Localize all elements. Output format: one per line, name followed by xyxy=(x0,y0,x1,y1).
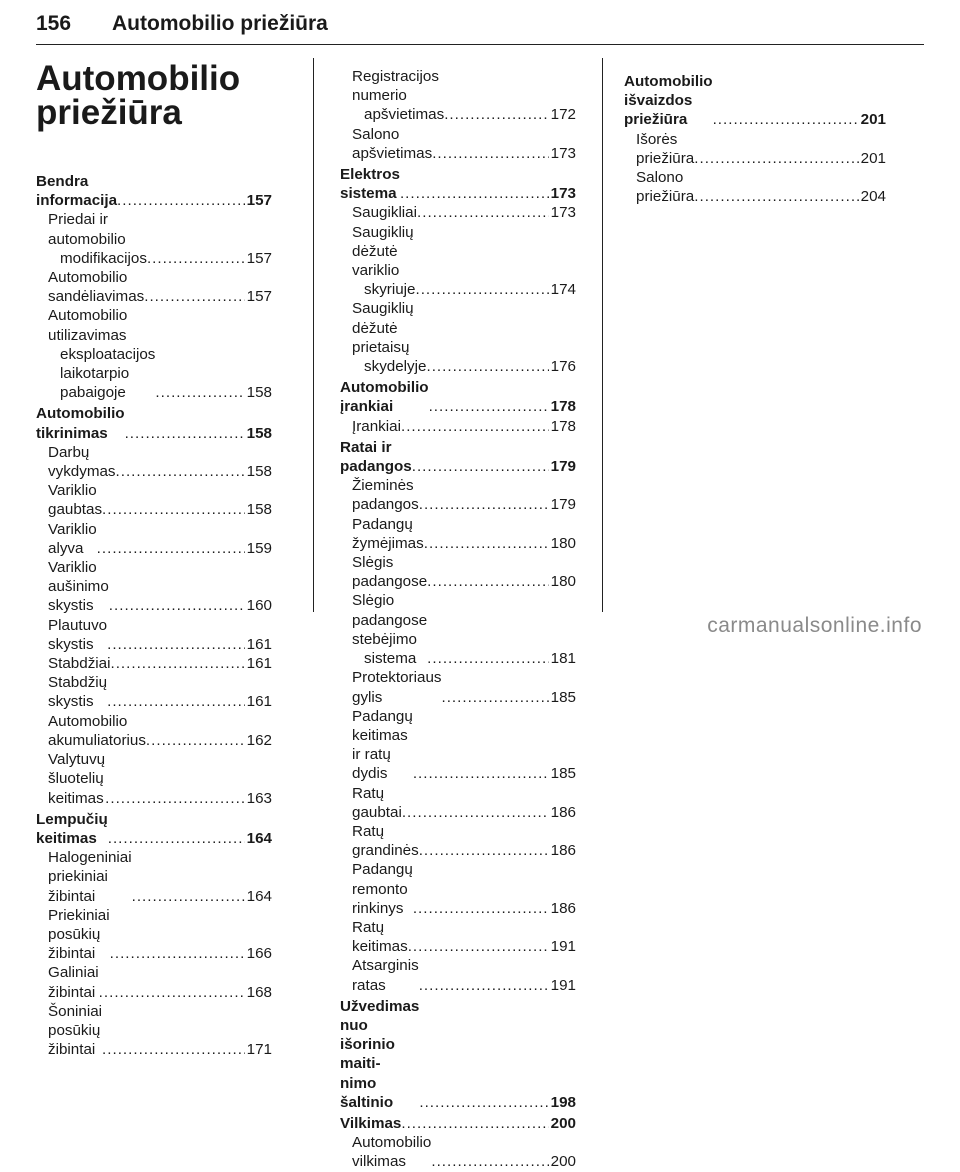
toc-entry-title-line: Plautuvo skystis xyxy=(48,616,108,653)
toc-page-number: 173 xyxy=(550,144,576,162)
toc-entry[interactable] xyxy=(624,168,886,206)
toc-section-entry[interactable] xyxy=(36,810,272,848)
toc-entry[interactable] xyxy=(340,784,576,822)
toc-entry-title xyxy=(340,378,429,416)
toc-entry[interactable] xyxy=(36,963,272,1001)
dot-leader xyxy=(107,692,245,711)
toc-entry-title-line: apšvietimas xyxy=(364,106,445,124)
toc-entry-title-line: Išorės priežiūra xyxy=(636,130,695,167)
toc-entry[interactable] xyxy=(36,712,272,750)
toc-entry-title xyxy=(48,520,97,558)
dot-leader xyxy=(432,144,548,163)
toc-section-entry[interactable] xyxy=(36,172,272,210)
dot-leader xyxy=(417,203,549,222)
toc-entry-title-line: sistema xyxy=(364,650,417,668)
dot-leader xyxy=(427,572,548,591)
toc-entry-title xyxy=(352,125,432,163)
toc-page-number: 162 xyxy=(246,731,272,749)
dot-leader xyxy=(110,654,244,673)
toc-page-number: 180 xyxy=(550,534,576,552)
toc-entry-title xyxy=(352,784,402,822)
toc-page-number: 158 xyxy=(246,384,272,402)
dot-leader xyxy=(107,635,245,654)
toc-entry-title xyxy=(352,1133,431,1171)
toc-entry-title xyxy=(352,417,401,436)
dot-leader xyxy=(694,149,858,168)
toc-entry-title-line: Saugiklių dėžutė prietaisų xyxy=(352,300,414,356)
toc-entry-title-line: Lempučių keitimas xyxy=(36,810,108,847)
toc-entry-title-line: Bendra informacija xyxy=(36,173,118,210)
toc-entry[interactable] xyxy=(340,1133,576,1171)
toc-entry-title-line: Priedai ir automobilio xyxy=(48,211,126,248)
running-title: Automobilio priežiūra xyxy=(112,12,328,35)
dot-leader xyxy=(412,457,549,476)
dot-leader xyxy=(109,596,245,615)
dot-leader xyxy=(146,731,245,750)
toc-entry-title-line: Variklio alyva xyxy=(48,520,97,557)
toc-entry-title xyxy=(340,1114,401,1133)
toc-entry[interactable] xyxy=(340,223,576,300)
dot-leader xyxy=(713,110,859,129)
toc-entry-title-line: Saugikliai xyxy=(352,204,418,222)
toc-entry-title xyxy=(48,616,107,654)
dot-leader xyxy=(424,534,549,553)
toc-entry-title xyxy=(48,443,116,481)
toc-entry-title-line: pabaigoje xyxy=(60,384,126,402)
toc-page-number: 186 xyxy=(550,899,576,917)
toc-page-number: 200 xyxy=(550,1153,576,1171)
toc-entry-title xyxy=(48,481,102,519)
toc-entry-title-line: Automobilio sandėliavimas xyxy=(48,269,145,306)
dot-leader xyxy=(105,789,245,808)
toc-entry-title-line: Šoniniai posūkių žibintai xyxy=(48,1002,103,1059)
toc-entry-title-line: Saugiklių dėžutė variklio xyxy=(352,223,414,280)
toc-entry-title xyxy=(48,673,107,711)
toc-column-3 xyxy=(624,72,886,206)
toc-entry-title xyxy=(624,72,713,130)
toc-entry-title xyxy=(352,918,408,956)
toc-entry-title-line: eksploatacijos laikotarpio xyxy=(60,345,156,383)
toc-entry-title xyxy=(36,172,117,210)
toc-entry-title xyxy=(352,553,427,591)
toc-entry-title xyxy=(352,476,419,514)
dot-leader xyxy=(429,397,549,416)
toc-entry-title xyxy=(48,906,110,964)
toc-page-number: 204 xyxy=(860,188,886,206)
toc-entry-title-line: Ratų keitimas xyxy=(352,918,408,956)
toc-page-number: 201 xyxy=(860,149,886,167)
toc-entry-title-line: Automobilio vilkimas xyxy=(352,1134,432,1171)
toc-entry-title-line: Užvedimas nuo išorinio maiti- xyxy=(340,997,420,1073)
dot-leader xyxy=(419,976,549,995)
toc-entry[interactable] xyxy=(340,956,576,994)
toc-entry-title-line: Padangų keitimas ir ratų dydis xyxy=(352,707,413,783)
dot-leader xyxy=(427,649,549,668)
dot-leader xyxy=(110,944,245,963)
dot-leader xyxy=(99,983,245,1002)
column-divider xyxy=(313,58,314,612)
toc-entry[interactable] xyxy=(36,481,272,519)
toc-entry[interactable] xyxy=(36,848,272,906)
toc-entry[interactable] xyxy=(36,750,272,808)
toc-page-number: 161 xyxy=(246,655,272,673)
toc-entry-title-line: Įrankiai xyxy=(352,417,401,435)
toc-entry-title xyxy=(48,210,147,268)
toc-page-number: 157 xyxy=(246,288,272,306)
toc-page-number: 157 xyxy=(246,192,272,210)
dot-leader xyxy=(102,500,245,519)
dot-leader xyxy=(401,417,549,436)
toc-page-number: 158 xyxy=(246,501,272,519)
toc-column-1 xyxy=(36,172,272,1059)
toc-entry[interactable] xyxy=(36,558,272,616)
toc-section-entry[interactable] xyxy=(340,378,576,416)
toc-entry-title-line: Atsarginis ratas xyxy=(352,957,419,994)
toc-entry-title-line: Darbų vykdymas xyxy=(48,443,116,481)
dot-leader xyxy=(147,249,245,268)
dot-leader xyxy=(694,187,858,206)
toc-entry-title-line: Automobilio akumuliatorius xyxy=(48,712,146,749)
toc-entry[interactable] xyxy=(36,210,272,268)
toc-entry[interactable] xyxy=(340,553,576,591)
dot-leader xyxy=(419,1093,548,1112)
toc-page-number: 179 xyxy=(550,496,576,514)
toc-entry[interactable] xyxy=(340,591,576,668)
toc-page-number: 191 xyxy=(550,976,576,994)
toc-entry-title xyxy=(48,848,132,906)
toc-entry-title-line: Registracijos numerio xyxy=(352,68,439,105)
toc-entry-title xyxy=(352,591,427,668)
toc-page-number: 164 xyxy=(246,887,272,905)
dot-leader xyxy=(408,937,549,956)
toc-page-number: 185 xyxy=(550,765,576,783)
toc-page-number: 200 xyxy=(550,1114,576,1132)
toc-entry-title-line: Ratai ir padangos xyxy=(340,438,412,476)
toc-entry[interactable] xyxy=(36,906,272,964)
toc-entry-title-line: Stabdžių skystis xyxy=(48,674,108,711)
toc-entry-title-line: Salono apšvietimas xyxy=(352,125,433,162)
toc-entry-title xyxy=(340,997,419,1112)
toc-entry[interactable] xyxy=(340,918,576,956)
dot-leader xyxy=(132,887,245,906)
toc-entry-title-line: Halogeniniai priekiniai žibintai xyxy=(48,849,132,905)
chapter-title xyxy=(36,59,306,132)
toc-entry-title-line: Ratų gaubtai xyxy=(352,784,402,821)
toc-entry-title-line: nimo šaltinio xyxy=(340,1074,394,1111)
toc-entry-title xyxy=(352,707,413,784)
toc-entry[interactable] xyxy=(340,299,576,376)
toc-page-number: 172 xyxy=(550,106,576,124)
toc-entry-title-line: Elektros sistema xyxy=(340,166,400,203)
toc-page-number: 186 xyxy=(550,842,576,860)
toc-page-number: 178 xyxy=(550,417,576,435)
dot-leader xyxy=(117,191,245,210)
dot-leader xyxy=(415,280,548,299)
dot-leader xyxy=(444,105,548,124)
toc-entry[interactable] xyxy=(340,203,576,222)
toc-entry-title xyxy=(352,67,444,125)
toc-page-number: 163 xyxy=(246,789,272,807)
toc-entry-title xyxy=(36,810,108,848)
toc-entry[interactable] xyxy=(340,476,576,514)
toc-page-number: 158 xyxy=(246,463,272,481)
toc-section-entry[interactable] xyxy=(340,165,576,203)
toc-entry-title-line: Automobilio įrankiai xyxy=(340,379,429,416)
toc-entry-title xyxy=(48,1002,102,1060)
dot-leader xyxy=(400,184,549,203)
toc-entry-title xyxy=(352,299,426,376)
toc-section-entry[interactable] xyxy=(340,438,576,476)
toc-entry-title-line: Stabdžiai xyxy=(48,655,111,673)
toc-entry-title-line: Padangų žymėjimas xyxy=(352,515,424,552)
toc-entry[interactable] xyxy=(36,654,272,673)
toc-entry-title xyxy=(352,515,424,553)
toc-section-entry[interactable] xyxy=(340,1114,576,1133)
dot-leader xyxy=(97,539,245,558)
toc-entry-title-line: Protektoriaus gylis xyxy=(352,669,442,706)
toc-entry-title xyxy=(48,712,146,750)
dot-leader xyxy=(401,1114,548,1133)
toc-entry[interactable] xyxy=(340,125,576,163)
toc-page-number: 173 xyxy=(550,204,576,222)
toc-entry[interactable] xyxy=(36,616,272,654)
toc-page-number: 164 xyxy=(246,829,272,847)
toc-entry-title xyxy=(340,165,400,203)
toc-entry-title xyxy=(352,203,417,222)
toc-entry-title xyxy=(636,130,694,168)
toc-page-number: 160 xyxy=(246,597,272,615)
chapter-title-line: priežiūra xyxy=(36,93,182,132)
page-header xyxy=(36,4,924,45)
toc-entry[interactable] xyxy=(36,443,272,481)
column-divider xyxy=(602,58,603,612)
page-number: 156 xyxy=(36,12,72,35)
toc-page-number: 161 xyxy=(246,635,272,653)
toc-entry-title-line: Padangų remonto rinkinys xyxy=(352,861,413,917)
toc-entry[interactable] xyxy=(36,520,272,558)
toc-page-number: 157 xyxy=(246,249,272,267)
toc-entry-title-line: Vilkimas xyxy=(340,1114,402,1132)
dot-leader xyxy=(441,688,548,707)
watermark: carmanualsonline.info xyxy=(707,614,922,637)
toc-entry[interactable] xyxy=(36,1002,272,1060)
toc-entry-title xyxy=(48,654,110,673)
toc-entry-title-line: skydelyje xyxy=(364,358,427,376)
toc-entry-title xyxy=(636,168,694,206)
toc-entry-title-line: Salono priežiūra xyxy=(636,169,695,206)
dot-leader xyxy=(431,1152,548,1171)
toc-page-number: 179 xyxy=(550,458,576,476)
toc-entry-title xyxy=(36,404,125,442)
dot-leader xyxy=(413,764,549,783)
toc-entry-title-line: modifikacijos xyxy=(60,249,147,267)
dot-leader xyxy=(426,357,548,376)
dot-leader xyxy=(402,803,549,822)
toc-page-number: 180 xyxy=(550,573,576,591)
toc-entry-title xyxy=(48,558,109,616)
toc-section-entry[interactable] xyxy=(36,404,272,442)
toc-page-number: 186 xyxy=(550,803,576,821)
toc-entry-title-line: Variklio aušinimo skystis xyxy=(48,559,109,615)
toc-entry-title-line: Automobilio utilizavimas xyxy=(48,307,128,344)
toc-page-number: 166 xyxy=(246,945,272,963)
dot-leader xyxy=(116,462,245,481)
toc-entry-title xyxy=(352,860,413,918)
toc-section-entry[interactable] xyxy=(624,72,886,130)
toc-entry-title-line: Slėgis padangose xyxy=(352,554,428,591)
toc-entry[interactable] xyxy=(340,417,576,436)
toc-entry-title xyxy=(352,822,419,860)
toc-page-number: 171 xyxy=(246,1041,272,1059)
toc-page-number: 159 xyxy=(246,539,272,557)
toc-entry[interactable] xyxy=(340,707,576,784)
toc-entry-title-line: Variklio gaubtas xyxy=(48,482,103,519)
toc-page-number: 158 xyxy=(246,424,272,442)
toc-page-number: 161 xyxy=(246,693,272,711)
toc-entry-title xyxy=(352,223,415,300)
toc-entry[interactable] xyxy=(36,306,272,402)
toc-page-number: 176 xyxy=(550,358,576,376)
toc-entry[interactable] xyxy=(36,673,272,711)
toc-entry-title xyxy=(48,963,99,1001)
toc-entry[interactable] xyxy=(340,822,576,860)
toc-entry-title-line: Automobilio išvaizdos priežiūra xyxy=(624,73,713,129)
toc-page-number: 174 xyxy=(550,281,576,299)
toc-entry-title-line: Valytuvų šluotelių keitimas xyxy=(48,751,106,807)
chapter-title-line: Automobilio xyxy=(36,59,241,98)
toc-page-number: 185 xyxy=(550,688,576,706)
dot-leader xyxy=(144,287,244,306)
toc-entry-title-line: Slėgio padangose stebėjimo xyxy=(352,592,428,648)
toc-page-number: 198 xyxy=(550,1093,576,1111)
toc-entry-title xyxy=(48,750,105,808)
toc-column-2 xyxy=(340,67,576,1172)
toc-page-number: 181 xyxy=(550,650,576,668)
toc-page-number: 178 xyxy=(550,398,576,416)
dot-leader xyxy=(108,829,245,848)
toc-entry-title xyxy=(352,956,419,994)
toc-entry-title-line: Žieminės padangos xyxy=(352,477,419,514)
toc-page-number: 168 xyxy=(246,983,272,1001)
toc-entry[interactable] xyxy=(340,515,576,553)
toc-page-number: 191 xyxy=(550,938,576,956)
toc-page-number: 201 xyxy=(860,111,886,129)
dot-leader xyxy=(125,424,245,443)
toc-entry-title-line: skyriuje xyxy=(364,281,416,299)
dot-leader xyxy=(102,1040,245,1059)
toc-entry-title xyxy=(352,668,441,706)
toc-entry-title xyxy=(48,268,144,306)
toc-entry-title-line: Automobilio tikrinimas xyxy=(36,405,125,442)
toc-entry-title-line: Galiniai žibintai xyxy=(48,964,99,1001)
toc-entry[interactable] xyxy=(36,268,272,306)
dot-leader xyxy=(419,841,549,860)
dot-leader xyxy=(419,495,549,514)
dot-leader xyxy=(155,383,244,402)
toc-entry-title-line: Priekiniai posūkių žibintai xyxy=(48,906,110,963)
toc-entry[interactable] xyxy=(624,130,886,168)
toc-page-number: 173 xyxy=(550,185,576,203)
toc-entry[interactable] xyxy=(340,67,576,125)
toc-section-entry[interactable] xyxy=(340,997,576,1112)
toc-entry-title xyxy=(340,438,412,476)
dot-leader xyxy=(413,899,549,918)
toc-entry[interactable] xyxy=(340,668,576,706)
toc-entry-title-line: Ratų grandinės xyxy=(352,822,419,860)
toc-entry-title xyxy=(48,306,155,402)
toc-entry[interactable] xyxy=(340,860,576,918)
